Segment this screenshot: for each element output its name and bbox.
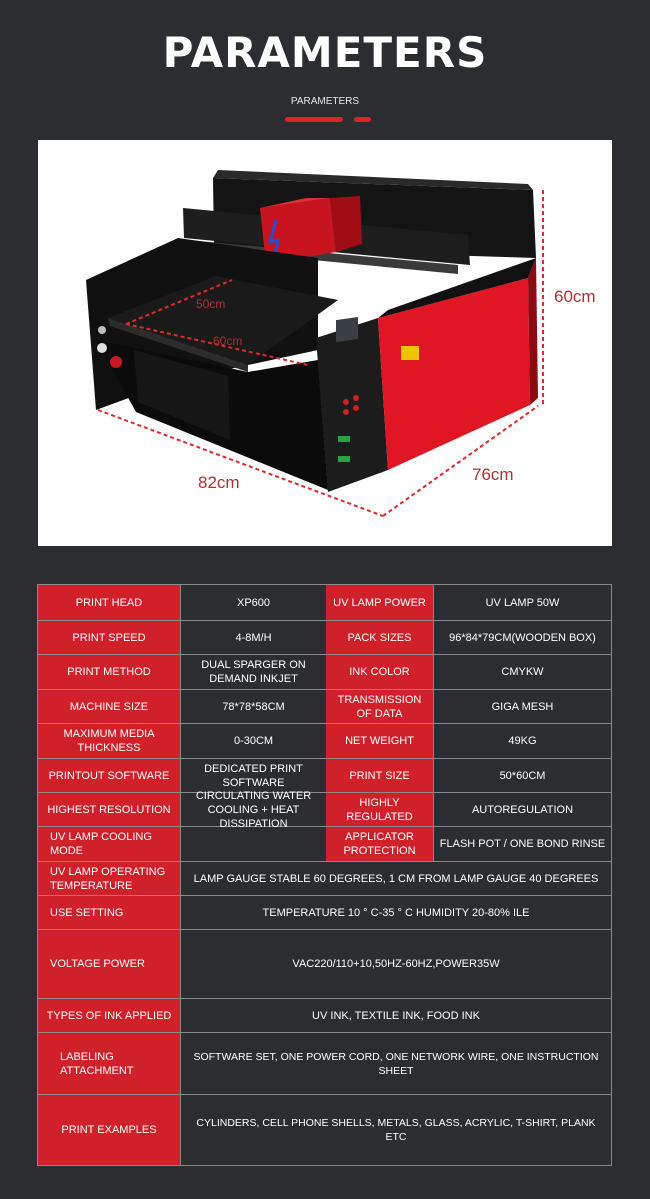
table-row	[38, 930, 611, 999]
table-row	[38, 759, 611, 793]
spec-label: TYPES OF INK APPLIED	[38, 999, 180, 1032]
spec-label: PRINT SPEED	[38, 621, 180, 654]
printer-illustration	[38, 140, 612, 546]
spec-value: 78*78*58CM	[180, 690, 326, 723]
spec-label: PRINT METHOD	[38, 655, 180, 689]
table-row	[38, 896, 611, 930]
spec-label: MACHINE SIZE	[38, 690, 180, 723]
spec-value: UV LAMP 50W	[433, 585, 611, 620]
spec-value: XP600	[180, 585, 326, 620]
table-row	[38, 690, 611, 724]
spec-value: GIGA MESH	[433, 690, 611, 723]
spec-label: UV LAMP POWER	[326, 585, 433, 620]
dim-label-height: 60cm	[554, 287, 596, 306]
spec-value: CMYKW	[433, 655, 611, 689]
spec-value: 49KG	[433, 724, 611, 758]
accent-bar	[285, 117, 343, 122]
spec-label: HIGHLY REGULATED	[326, 793, 433, 826]
spec-label: TRANSMISSION OF DATA	[326, 690, 433, 723]
spec-value: CIRCULATING WATER COOLING + HEAT DISSIPATION	[180, 793, 326, 826]
spec-value: 0-30CM	[180, 724, 326, 758]
dim-label-60-top: 60cm	[213, 334, 243, 348]
spec-value: SOFTWARE SET, ONE POWER CORD, ONE NETWORK WIRE, ONE INSTRUCTION SHEET	[180, 1033, 611, 1094]
dim-label-length: 82cm	[198, 473, 240, 492]
spec-value: DEDICATED PRINT SOFTWARE	[180, 759, 326, 792]
spec-label: VOLTAGE POWER	[38, 930, 180, 998]
spec-table	[37, 584, 612, 1166]
spec-label: UV LAMP OPERATING TEMPERATURE	[38, 862, 180, 895]
spec-label: PRINT HEAD	[38, 585, 180, 620]
table-row	[38, 999, 611, 1033]
spec-value: LAMP GAUGE STABLE 60 DEGREES, 1 CM FROM LAMP GAUGE 40 DEGREES	[180, 862, 611, 895]
table-row	[38, 655, 611, 690]
spec-label: PACK SIZES	[326, 621, 433, 654]
spec-label: MAXIMUM MEDIA THICKNESS	[38, 724, 180, 758]
spec-value: AUTOREGULATION	[433, 793, 611, 826]
spec-label: HIGHEST RESOLUTION	[38, 793, 180, 826]
spec-label: PRINT SIZE	[326, 759, 433, 792]
spec-label: PRINT EXAMPLES	[38, 1095, 180, 1165]
table-row	[38, 789, 611, 830]
dim-label-50: 50cm	[196, 297, 226, 311]
spec-value: TEMPERATURE 10 ° C-35 ° C HUMIDITY 20-80% ILE	[180, 896, 611, 929]
dim-label-depth: 76cm	[472, 465, 514, 484]
spec-label: LABELING ATTACHMENT	[38, 1033, 180, 1094]
spec-label: APPLICATOR PROTECTION	[326, 827, 433, 861]
accent-bar-short	[354, 117, 371, 122]
spec-value: VAC220/110+10,50HZ-60HZ,POWER35W	[180, 930, 611, 998]
spec-value	[180, 827, 326, 861]
table-row	[38, 585, 611, 621]
page-title: PARAMETERS	[162, 28, 488, 77]
table-row	[38, 1095, 611, 1165]
spec-value: CYLINDERS, CELL PHONE SHELLS, METALS, GLASS, ACRYLIC, T-SHIRT, PLANK ETC	[180, 1095, 611, 1165]
spec-value: 96*84*79CM(WOODEN BOX)	[433, 621, 611, 654]
spec-value: FLASH POT / ONE BOND RINSE	[433, 827, 611, 861]
spec-value: 50*60CM	[433, 759, 611, 792]
spec-label: PRINTOUT SOFTWARE	[38, 759, 180, 792]
spec-value: DUAL SPARGER ON DEMAND INKJET	[180, 655, 326, 689]
spec-label: NET WEIGHT	[326, 724, 433, 758]
spec-label: USE SETTING	[38, 896, 180, 929]
table-row	[38, 1033, 611, 1095]
spec-value: 4-8M/H	[180, 621, 326, 654]
page-subtitle: PARAMETERS	[290, 96, 360, 107]
spec-label: INK COLOR	[326, 655, 433, 689]
spec-value: UV INK, TEXTILE INK, FOOD INK	[180, 999, 611, 1032]
table-row	[38, 862, 611, 896]
table-row	[38, 621, 611, 655]
spec-label: UV LAMP COOLING MODE	[38, 827, 180, 861]
table-row	[38, 827, 611, 862]
table-row	[38, 724, 611, 759]
printer-photo	[38, 140, 612, 546]
